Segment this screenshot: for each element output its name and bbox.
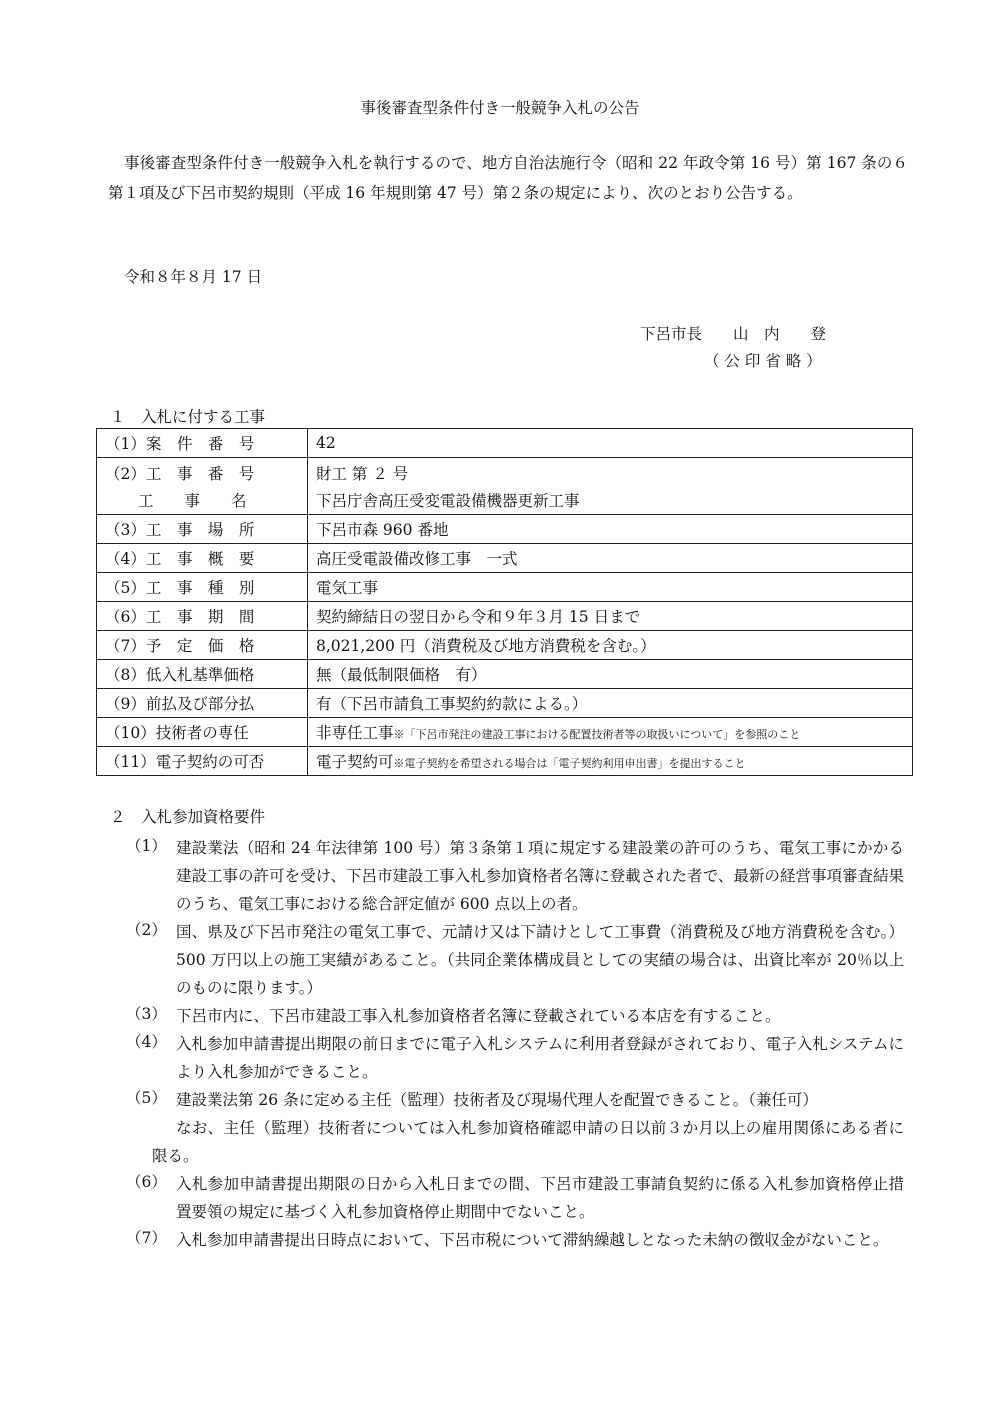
row-label: （3）工 事 場 所 <box>97 515 308 544</box>
row-value-line: 財工 第 ２ 号 <box>316 464 409 483</box>
table-row <box>97 515 913 544</box>
requirement-number: （5） <box>126 1089 167 1107</box>
page-title: 事後審査型条件付き一般競争入札の公告 <box>360 99 640 117</box>
table-row <box>97 573 913 602</box>
table-row <box>97 747 913 776</box>
table-row <box>97 602 913 631</box>
row-value: 下呂市森 960 番地 <box>308 515 913 544</box>
row-value-main: 非専任工事 <box>316 724 394 742</box>
requirement-number: （3） <box>126 1005 167 1023</box>
requirement-number: （2） <box>126 921 167 939</box>
requirement-text: 建設業法第 26 条に定める主任（監理）技術者及び現場代理人を配置できること。（兼任可） <box>176 1091 818 1109</box>
row-value <box>308 718 913 747</box>
row-label: （8）低入札基準価格 <box>97 660 308 689</box>
row-value: 42 <box>308 429 913 458</box>
requirement-continuation: なお、主任（監理）技術者については入札参加資格確認申請の日以前３か月以上の雇用関係にある者に限る。 <box>152 1119 904 1165</box>
requirement-text: 入札参加申請書提出日時点において、下呂市税について滞納繰越しとなった未納の徴収金がないこと。 <box>176 1231 889 1249</box>
row-label: （9）前払及び部分払 <box>97 689 308 718</box>
row-label: （4）工 事 概 要 <box>97 544 308 573</box>
row-label: （7）予 定 価 格 <box>97 631 308 660</box>
row-label: （5）工 事 種 別 <box>97 573 308 602</box>
seal-omitted-note: （ 公 印 省 略 ） <box>704 352 822 370</box>
requirement-number: （6） <box>126 1173 167 1191</box>
row-value: 高圧受電設備改修工事 一式 <box>308 544 913 573</box>
intro-paragraph: 事後審査型条件付き一般競争入札を執行するので、地方自治法施行令（昭和 22 年政令第 16 号）第 167 条の６第１項及び下呂市契約規則（平成 16 年規則第 47 号）第２条の規定により、次のとおり公告する。 <box>108 154 908 202</box>
requirement-text: 国、県及び下呂市発注の電気工事で、元請け又は下請けとして工事費（消費税及び地方消費税を含む。）500 万円以上の施工実績があること。（共同企業体構成員としての実績の場合は、出資比率が 20％以上のものに限ります。） <box>176 923 904 997</box>
table-row <box>97 429 913 458</box>
table-row <box>97 718 913 747</box>
section-1-heading: １ 入札に付する工事 <box>110 408 266 426</box>
row-value <box>308 747 913 776</box>
row-value: 契約締結日の翌日から令和９年３月 15 日まで <box>308 602 913 631</box>
row-value <box>308 458 913 515</box>
table-row <box>97 660 913 689</box>
requirement-number: （1） <box>126 837 167 855</box>
table-row <box>97 689 913 718</box>
row-label-line: 工 事 名 <box>138 491 247 510</box>
row-value: 無（最低制限価格 有） <box>308 660 913 689</box>
section-2-heading: ２ 入札参加資格要件 <box>110 808 266 826</box>
requirement-number: （7） <box>126 1229 167 1247</box>
requirement-text: 下呂市内に、下呂市建設工事入札参加資格者名簿に登載されている本店を有すること。 <box>176 1007 781 1025</box>
requirement-text: 入札参加申請書提出期限の日から入札日までの間、下呂市建設工事請負契約に係る入札参加資格停止措置要領の規定に基づく入札参加資格停止期間中でないこと。 <box>176 1175 904 1221</box>
requirement-text: 入札参加申請書提出期限の前日までに電子入札システムに利用者登録がされており、電子入札システムにより入札参加ができること。 <box>176 1035 904 1081</box>
row-value-line: 下呂庁舎高圧受変電設備機器更新工事 <box>316 491 580 510</box>
signer-name: 下呂市長 山 内 登 <box>640 325 827 343</box>
row-label-line: （2）工 事 番 号 <box>105 464 255 483</box>
row-label: （6）工 事 期 間 <box>97 602 308 631</box>
requirement-text: 建設業法（昭和 24 年法律第 100 号）第３条第１項に規定する建設業の許可のうち、電気工事にかかる建設工事の許可を受け、下呂市建設工事入札参加資格者名簿に登載された者で、最新の経営事項審査結果のうち、電気工事における総合評定値が 600 点以上の者。 <box>176 839 904 913</box>
row-label: （10）技術者の専任 <box>97 718 308 747</box>
requirement-number: （4） <box>126 1033 167 1051</box>
row-value-note: ※電子契約を希望される場合は「電子契約利用申出書」を提出すること <box>393 757 746 770</box>
row-value-note: ※「下呂市発注の建設工事における配置技術者等の取扱いについて」を参照のこと <box>393 728 801 741</box>
row-value: 有（下呂市請負工事契約約款による。） <box>308 689 913 718</box>
row-value-main: 電子契約可 <box>316 753 394 771</box>
row-label: （11）電子契約の可否 <box>97 747 308 776</box>
row-label <box>97 458 308 515</box>
row-label: （1）案 件 番 号 <box>97 429 308 458</box>
table-row <box>97 631 913 660</box>
construction-details-table <box>96 428 913 776</box>
row-value: 8,021,200 円（消費税及び地方消費税を含む。） <box>308 631 913 660</box>
notice-date: 令和８年８月 17 日 <box>124 268 263 286</box>
row-value: 電気工事 <box>308 573 913 602</box>
table-row <box>97 544 913 573</box>
table-row <box>97 458 913 515</box>
